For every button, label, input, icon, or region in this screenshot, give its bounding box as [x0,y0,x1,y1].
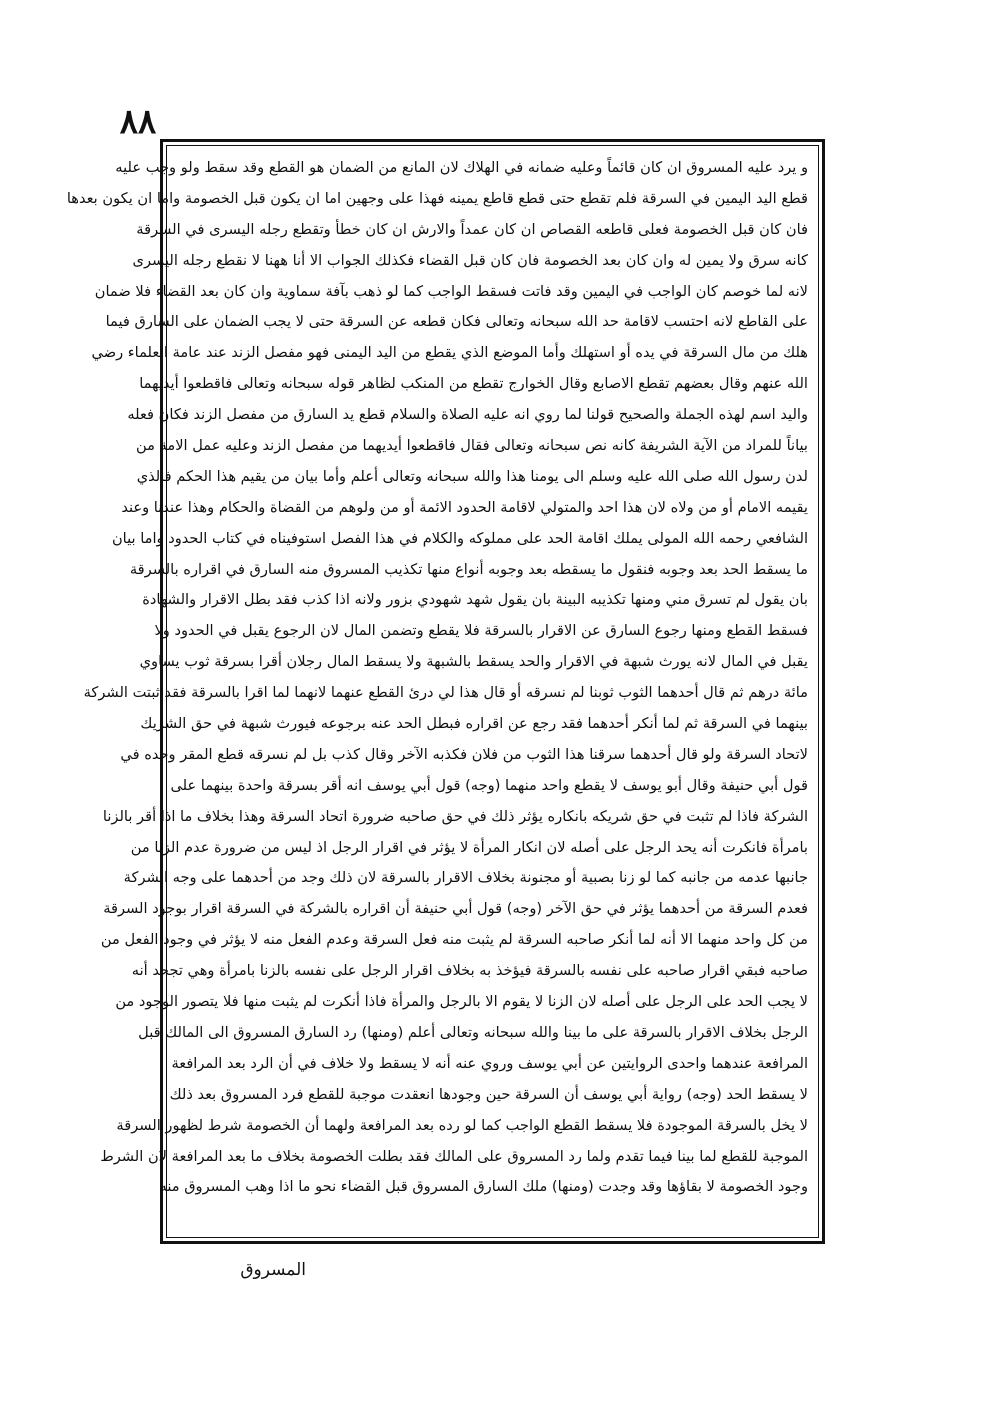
text-line: الشافعي رحمه الله المولى يملك اقامة الحد على مملوكه والكلام في هذا الفصل استوفيناه في كتاب الحدود واما بيان [111,529,808,547]
text-line: بياناً للمراد من الآية الشريفة كانه نص سبحانه وتعالى فقال فاقطعوا أيديهما من مفصل الزند وعليه عمل الامة من [135,437,808,455]
text-line: بينهما في السرقة ثم لما أنكر أحدهما فقد رجع عن اقراره فبطل الحد عنه برجوعه فيورث شبهة في حق الشريك [140,715,808,733]
text-line: يقيمه الامام أو من ولاه لان هذا احد والمتولي لاقامة الحدود الائمة أو من ولوهم من القضاة والحكام وهذا عندنا وعند [121,498,808,516]
text-line: فان كان قبل الخصومة فعلى قاطعه القصاص ان كان عمداً والارش ان كان خطأ وتقطع رجله اليسرى في السرقة [136,220,808,238]
text-line: هلك من مال السرقة في يده أو استهلك وأما الموضع الذي يقطع من اليد اليمنى فهو مفصل الزند عند عامة العلماء رضي [91,344,808,362]
text-line: لا يسقط الحد (وجه) رواية أبي يوسف أن السرقة حين وجودها انعقدت موجبة للقطع فرد المسروق بعد ذلك [169,1085,808,1103]
text-line: مائة درهم ثم قال أحدهما الثوب ثوبنا لم نسرقه أو قال هذا لي درئ القطع عنهما لانهما لما اقرا بالسرقة فقد ثبتت الشركة [83,684,808,702]
text-line: الرجل بخلاف الاقرار بالسرقة على ما بينا والله سبحانه وتعالى أعلم (ومنها) رد السارق المسروق الى المالك قبل [138,1023,808,1041]
text-line: لا يجب الحد على الرجل على أصله لان الزنا لا يقوم الا بالرجل والمرأة فاذا أنكرت لم يثبت منها فلا يتصور الوجود من [115,993,808,1011]
text-line: لاتحاد السرقة ولو قال أحدهما سرقنا هذا الثوب من فلان فكذبه الآخر وقال كذب بل لم نسرقه قطع المقر وحده في [120,745,808,763]
text-line: الشركة فاذا لم تثبت في حق شريكه بانكاره يؤثر ذلك في حق صاحبه ضرورة اتحاد السرقة وهذا بخلاف ما اذا أقر بالزنا [102,807,808,825]
text-line: الله عنهم وقال بعضهم تقطع الاصابع وقال الخوارج تقطع من المنكب لظاهر قوله سبحانه وتعالى فاقطعوا أيديهما [139,375,808,393]
text-line: من كل واحد منهما الا أنه لما أنكر صاحبه السرقة لم يثبت منه فعل السرقة وعدم الفعل منه لا يؤثر في وجود الفعل من [100,931,808,949]
text-line: الموجبة للقطع لما بينا فيما تقدم ولما رد المسروق على المالك فقد بطلت الخصومة بخلاف ما بعد المرافعة لان الشرط [100,1147,808,1165]
text-line: لا يخل بالسرقة الموجودة فلا يسقط القطع الواجب كما لو رده بعد المرافعة ولهما أن الخصومة شرط لظهور السرقة [116,1116,808,1134]
text-line: على القاطع لانه احتسب لاقامة حد الله سبحانه وتعالى فكان قطعه عن السرقة حتى لا يجب الضمان على السارق فيما [105,313,808,331]
text-line: فعدم السرقة من أحدهما يؤثر في حق الآخر (وجه) قول أبي حنيفة أن اقراره بالشركة في السرقة اقرار بوجود السرقة [103,900,808,918]
text-line [177,1203,808,1234]
text-line: واليد اسم لهذه الجملة والصحيح قولنا لما روي انه عليه الصلاة والسلام قطع يد السارق من مفصل الزند فكان فعله [127,406,808,424]
text-line: بامرأة فانكرت أنه يحد الرجل على أصله لان انكار المرأة لا يؤثر في اقرار الرجل اذ ليس من ضرورة عدم الزنا من [130,838,808,856]
text-line: كانه سرق ولا يمين له وان كان بعد الخصومة فان كان قبل القضاء فكذلك الجواب الا أنا ههنا لا نقطع رجله اليسرى [132,251,808,269]
text-line: فسقط القطع ومنها رجوع السارق عن الاقرار بالسرقة فلا يقطع وتضمن المال لان الرجوع يقبل في الحدود ولا [154,622,808,640]
text-line: ما يسقط الحد بعد وجوبه فنقول ما يسقطه بعد وجوبه أنواع منها تكذيب المسروق منه السارق في اقراره بالسرقة [129,560,808,578]
text-line: صاحبه فبقي اقرار صاحبه على نفسه بالسرقة فيؤخذ به بخلاف اقرار الرجل على نفسه بالزنا بامرأة وهي تجحد أنه [131,962,808,980]
text-line: بان يقول لم تسرق مني ومنها تكذيبه البينة بان يقول شهد شهودي بزور ولانه اذا كذب فقد بطل الاقرار والشهادة [142,591,808,609]
text-line: وجود الخصومة لا بقاؤها وقد وجدت (ومنها) ملك السارق المسروق قبل القضاء نحو ما اذا وهب المسروق منه [159,1178,808,1196]
page-number: ٨٨ [119,102,157,142]
catchword: المسروق [240,1260,306,1280]
text-line: لانه لما خوصم كان الواجب في اليمين وقد فاتت فسقط الواجب كما لو ذهب بآفة سماوية وان كان بعد القضاء فلا ضمان [94,282,808,300]
text-line: جانبها عدمه من جانبه كما لو زنا بصبية أو مجنونة بخلاف الاقرار بالسرقة لان ذلك وجد من أحدهما على وجه الشركة [123,869,808,887]
text-line: لدن رسول الله صلى الله عليه وسلم الى يومنا هذا والله سبحانه وتعالى أعلم وأما بيان من يقيم هذا الحكم فالذي [136,467,808,485]
text-line: قول أبي حنيفة وقال أبو يوسف لا يقطع واحد منهما (وجه) قول أبي يوسف انه أقر بسرقة واحدة بينهما على [170,776,808,794]
text-line: قطع اليد اليمين في السرقة فلم تقطع حتى قطع قاطع يمينه فهذا على وجهين اما ان يكون قبل الخصومة واما ان يكون بعدها [66,189,808,207]
text-line: يقبل في المال لانه يورث شبهة في الاقرار والحد يسقط بالشبهة ولا يسقط المال رجلان أقرا بسرقة ثوب يساوي [139,653,808,671]
text-line: و يرد عليه المسروق ان كان قائماً وعليه ضمانه في الهلاك لان المانع من الضمان هو القطع وقد سقط ولو وجب عليه [115,159,808,176]
main-text-block [66,153,808,1235]
text-line: المرافعة عندهما واحدى الروايتين عن أبي يوسف وروي عنه أنه لا يسقط ولا خلاف في أن الرد بعد المرافعة [171,1054,808,1072]
